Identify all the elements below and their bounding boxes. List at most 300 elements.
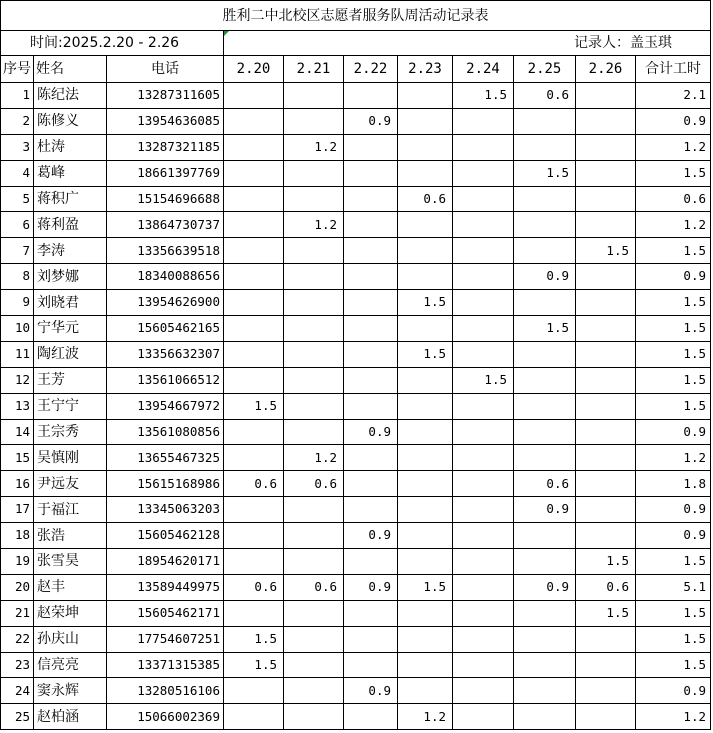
- row-hours-cell[interactable]: [344, 600, 398, 626]
- row-hours-cell[interactable]: [224, 238, 284, 264]
- row-index-cell[interactable]: 8: [1, 264, 34, 290]
- row-hours-cell[interactable]: [284, 626, 344, 652]
- row-phone-cell[interactable]: 18340088656: [107, 264, 224, 290]
- row-hours-cell[interactable]: 1.5: [576, 600, 636, 626]
- row-index-cell[interactable]: 25: [1, 704, 34, 730]
- row-hours-cell[interactable]: [224, 419, 284, 445]
- row-hours-cell[interactable]: [224, 523, 284, 549]
- row-hours-cell[interactable]: [398, 108, 453, 134]
- row-name-cell[interactable]: 陈修义: [34, 108, 107, 134]
- recorder-cell[interactable]: [224, 31, 711, 56]
- row-hours-cell[interactable]: [284, 678, 344, 704]
- row-hours-cell[interactable]: [224, 108, 284, 134]
- row-hours-cell[interactable]: 0.9: [514, 497, 576, 523]
- row-hours-cell[interactable]: [453, 549, 514, 575]
- row-index-cell[interactable]: 20: [1, 574, 34, 600]
- row-hours-cell[interactable]: [224, 600, 284, 626]
- row-total-cell[interactable]: 0.9: [636, 678, 711, 704]
- row-hours-cell[interactable]: [514, 108, 576, 134]
- row-hours-cell[interactable]: 0.9: [514, 264, 576, 290]
- row-total-cell[interactable]: 1.2: [636, 445, 711, 471]
- row-hours-cell[interactable]: [344, 445, 398, 471]
- row-hours-cell[interactable]: [398, 600, 453, 626]
- row-hours-cell[interactable]: [453, 419, 514, 445]
- header-date[interactable]: 2.26: [576, 56, 636, 83]
- row-hours-cell[interactable]: 0.6: [514, 83, 576, 109]
- row-hours-cell[interactable]: [514, 678, 576, 704]
- row-name-cell[interactable]: 王宗秀: [34, 419, 107, 445]
- row-hours-cell[interactable]: [576, 652, 636, 678]
- row-hours-cell[interactable]: [284, 290, 344, 316]
- table-row: [1, 341, 711, 367]
- row-hours-cell[interactable]: [576, 497, 636, 523]
- row-hours-cell[interactable]: [284, 83, 344, 109]
- row-hours-cell[interactable]: [344, 367, 398, 393]
- row-total-cell[interactable]: 1.5: [636, 600, 711, 626]
- row-hours-cell[interactable]: [453, 445, 514, 471]
- row-name-cell[interactable]: 窦永辉: [34, 678, 107, 704]
- row-total-cell[interactable]: 0.9: [636, 264, 711, 290]
- row-phone-cell[interactable]: 13280516106: [107, 678, 224, 704]
- row-hours-cell[interactable]: [344, 264, 398, 290]
- row-index-cell[interactable]: 14: [1, 419, 34, 445]
- row-name-cell[interactable]: 吴慎刚: [34, 445, 107, 471]
- row-hours-cell[interactable]: 0.6: [284, 574, 344, 600]
- row-hours-cell[interactable]: 1.5: [453, 83, 514, 109]
- row-total-cell[interactable]: 1.5: [636, 290, 711, 316]
- row-hours-cell[interactable]: [344, 290, 398, 316]
- row-hours-cell[interactable]: 0.9: [344, 419, 398, 445]
- row-index-cell[interactable]: 4: [1, 160, 34, 186]
- row-hours-cell[interactable]: [514, 238, 576, 264]
- row-index-cell[interactable]: 18: [1, 523, 34, 549]
- row-hours-cell[interactable]: [224, 341, 284, 367]
- row-hours-cell[interactable]: [398, 238, 453, 264]
- row-hours-cell[interactable]: [224, 83, 284, 109]
- row-hours-cell[interactable]: 1.5: [576, 238, 636, 264]
- row-hours-cell[interactable]: [453, 108, 514, 134]
- row-hours-cell[interactable]: [453, 212, 514, 238]
- row-total-cell[interactable]: 5.1: [636, 574, 711, 600]
- row-hours-cell[interactable]: [453, 574, 514, 600]
- row-total-cell[interactable]: 1.5: [636, 238, 711, 264]
- row-total-cell[interactable]: 0.6: [636, 186, 711, 212]
- row-hours-cell[interactable]: [224, 212, 284, 238]
- row-hours-cell[interactable]: [398, 212, 453, 238]
- row-hours-cell[interactable]: 1.5: [224, 626, 284, 652]
- row-total-cell[interactable]: 1.5: [636, 160, 711, 186]
- row-hours-cell[interactable]: [284, 186, 344, 212]
- row-index-cell[interactable]: 9: [1, 290, 34, 316]
- row-hours-cell[interactable]: [514, 600, 576, 626]
- row-index-cell[interactable]: 15: [1, 445, 34, 471]
- row-phone-cell[interactable]: 13356639518: [107, 238, 224, 264]
- row-index-cell[interactable]: 22: [1, 626, 34, 652]
- header-row: [1, 56, 711, 83]
- row-hours-cell[interactable]: [398, 626, 453, 652]
- row-phone-cell[interactable]: 13356632307: [107, 341, 224, 367]
- table-row: [1, 367, 711, 393]
- row-index-cell[interactable]: 12: [1, 367, 34, 393]
- row-hours-cell[interactable]: [453, 471, 514, 497]
- row-hours-cell[interactable]: 1.2: [284, 212, 344, 238]
- header-phone[interactable]: 电话: [107, 56, 224, 83]
- row-hours-cell[interactable]: [224, 290, 284, 316]
- row-total-cell[interactable]: 0.9: [636, 497, 711, 523]
- row-hours-cell[interactable]: [576, 704, 636, 730]
- row-hours-cell[interactable]: [453, 393, 514, 419]
- row-hours-cell[interactable]: [398, 367, 453, 393]
- header-index[interactable]: 序号: [1, 56, 34, 83]
- row-hours-cell[interactable]: [344, 471, 398, 497]
- row-hours-cell[interactable]: [514, 134, 576, 160]
- row-index-cell[interactable]: 13: [1, 393, 34, 419]
- row-hours-cell[interactable]: [576, 212, 636, 238]
- header-date[interactable]: 2.20: [224, 56, 284, 83]
- row-hours-cell[interactable]: 0.9: [344, 678, 398, 704]
- row-name-cell[interactable]: 尹远友: [34, 471, 107, 497]
- table-row: [1, 108, 711, 134]
- row-hours-cell[interactable]: [453, 186, 514, 212]
- row-phone-cell[interactable]: 18954620171: [107, 549, 224, 575]
- row-hours-cell[interactable]: [453, 341, 514, 367]
- row-hours-cell[interactable]: [453, 652, 514, 678]
- table-row: [1, 419, 711, 445]
- row-hours-cell[interactable]: 1.2: [398, 704, 453, 730]
- row-hours-cell[interactable]: 1.5: [514, 160, 576, 186]
- row-hours-cell[interactable]: 0.9: [344, 574, 398, 600]
- row-hours-cell[interactable]: [514, 367, 576, 393]
- row-hours-cell[interactable]: [284, 549, 344, 575]
- row-hours-cell[interactable]: [514, 523, 576, 549]
- row-name-cell[interactable]: 赵丰: [34, 574, 107, 600]
- row-hours-cell[interactable]: [453, 264, 514, 290]
- row-name-cell[interactable]: 陈纪法: [34, 83, 107, 109]
- row-hours-cell[interactable]: [284, 238, 344, 264]
- header-date[interactable]: 2.24: [453, 56, 514, 83]
- row-total-cell[interactable]: 1.2: [636, 212, 711, 238]
- row-name-cell[interactable]: 蒋利盈: [34, 212, 107, 238]
- row-phone-cell[interactable]: 13864730737: [107, 212, 224, 238]
- row-hours-cell[interactable]: [344, 186, 398, 212]
- row-hours-cell[interactable]: [453, 497, 514, 523]
- row-phone-cell[interactable]: 15605462128: [107, 523, 224, 549]
- row-total-cell[interactable]: 0.9: [636, 419, 711, 445]
- row-index-cell[interactable]: 24: [1, 678, 34, 704]
- row-hours-cell[interactable]: [224, 316, 284, 342]
- row-hours-cell[interactable]: [453, 600, 514, 626]
- row-hours-cell[interactable]: [514, 290, 576, 316]
- row-hours-cell[interactable]: [398, 264, 453, 290]
- row-hours-cell[interactable]: [224, 445, 284, 471]
- row-hours-cell[interactable]: [224, 186, 284, 212]
- row-hours-cell[interactable]: [344, 238, 398, 264]
- row-hours-cell[interactable]: [398, 523, 453, 549]
- row-hours-cell[interactable]: [284, 704, 344, 730]
- row-hours-cell[interactable]: [344, 134, 398, 160]
- row-hours-cell[interactable]: [514, 626, 576, 652]
- row-index-cell[interactable]: 3: [1, 134, 34, 160]
- row-hours-cell[interactable]: [514, 549, 576, 575]
- row-hours-cell[interactable]: [453, 678, 514, 704]
- row-name-cell[interactable]: 葛峰: [34, 160, 107, 186]
- row-hours-cell[interactable]: [224, 160, 284, 186]
- row-hours-cell[interactable]: [453, 704, 514, 730]
- row-hours-cell[interactable]: [284, 393, 344, 419]
- row-name-cell[interactable]: 张浩: [34, 523, 107, 549]
- row-hours-cell[interactable]: [224, 134, 284, 160]
- row-hours-cell[interactable]: [344, 704, 398, 730]
- row-hours-cell[interactable]: [576, 134, 636, 160]
- row-name-cell[interactable]: 李涛: [34, 238, 107, 264]
- row-hours-cell[interactable]: [576, 290, 636, 316]
- header-date[interactable]: 2.22: [344, 56, 398, 83]
- row-hours-cell[interactable]: 0.9: [514, 574, 576, 600]
- row-hours-cell[interactable]: [224, 497, 284, 523]
- row-hours-cell[interactable]: [224, 678, 284, 704]
- row-hours-cell[interactable]: 0.9: [344, 523, 398, 549]
- row-phone-cell[interactable]: 13561080856: [107, 419, 224, 445]
- row-phone-cell[interactable]: 13561066512: [107, 367, 224, 393]
- header-total[interactable]: 合计工时: [636, 56, 711, 83]
- row-hours-cell[interactable]: 0.6: [224, 471, 284, 497]
- row-hours-cell[interactable]: [284, 160, 344, 186]
- row-hours-cell[interactable]: [576, 316, 636, 342]
- row-phone-cell[interactable]: 13371315385: [107, 652, 224, 678]
- row-index-cell[interactable]: 17: [1, 497, 34, 523]
- row-hours-cell[interactable]: 1.5: [398, 341, 453, 367]
- row-hours-cell[interactable]: [344, 316, 398, 342]
- row-hours-cell[interactable]: [344, 341, 398, 367]
- row-hours-cell[interactable]: [284, 652, 344, 678]
- row-hours-cell[interactable]: [576, 626, 636, 652]
- row-hours-cell[interactable]: [284, 341, 344, 367]
- row-hours-cell[interactable]: 1.5: [398, 290, 453, 316]
- row-index-cell[interactable]: 23: [1, 652, 34, 678]
- row-index-cell[interactable]: 21: [1, 600, 34, 626]
- row-hours-cell[interactable]: [284, 367, 344, 393]
- row-hours-cell[interactable]: [514, 652, 576, 678]
- row-hours-cell[interactable]: [398, 652, 453, 678]
- row-hours-cell[interactable]: [398, 497, 453, 523]
- row-phone-cell[interactable]: 15615168986: [107, 471, 224, 497]
- row-name-cell[interactable]: 刘梦娜: [34, 264, 107, 290]
- row-index-cell[interactable]: 16: [1, 471, 34, 497]
- row-hours-cell[interactable]: [576, 341, 636, 367]
- row-hours-cell[interactable]: 1.5: [224, 393, 284, 419]
- row-total-cell[interactable]: 1.8: [636, 471, 711, 497]
- row-index-cell[interactable]: 19: [1, 549, 34, 575]
- row-name-cell[interactable]: 陶红波: [34, 341, 107, 367]
- row-index-cell[interactable]: 6: [1, 212, 34, 238]
- row-hours-cell[interactable]: [576, 83, 636, 109]
- row-phone-cell[interactable]: 13287311605: [107, 83, 224, 109]
- row-hours-cell[interactable]: [398, 134, 453, 160]
- row-hours-cell[interactable]: [284, 600, 344, 626]
- table-row: [1, 393, 711, 419]
- header-date[interactable]: 2.23: [398, 56, 453, 83]
- row-hours-cell[interactable]: 0.6: [514, 471, 576, 497]
- row-hours-cell[interactable]: [344, 212, 398, 238]
- row-phone-cell[interactable]: 15605462171: [107, 600, 224, 626]
- row-name-cell[interactable]: 信亮亮: [34, 652, 107, 678]
- row-hours-cell[interactable]: [576, 160, 636, 186]
- row-name-cell[interactable]: 王芳: [34, 367, 107, 393]
- row-name-cell[interactable]: 王宁宁: [34, 393, 107, 419]
- row-total-cell[interactable]: 1.5: [636, 652, 711, 678]
- row-total-cell[interactable]: 1.5: [636, 549, 711, 575]
- row-hours-cell[interactable]: [284, 316, 344, 342]
- row-total-cell[interactable]: 1.5: [636, 316, 711, 342]
- row-name-cell[interactable]: 赵荣坤: [34, 600, 107, 626]
- row-hours-cell[interactable]: [344, 83, 398, 109]
- row-hours-cell[interactable]: [398, 471, 453, 497]
- row-name-cell[interactable]: 张雪昊: [34, 549, 107, 575]
- row-hours-cell[interactable]: [453, 316, 514, 342]
- row-phone-cell[interactable]: 15066002369: [107, 704, 224, 730]
- row-total-cell[interactable]: 1.5: [636, 341, 711, 367]
- row-phone-cell[interactable]: 13954636085: [107, 108, 224, 134]
- row-hours-cell[interactable]: [344, 160, 398, 186]
- row-total-cell[interactable]: 1.5: [636, 626, 711, 652]
- row-index-cell[interactable]: 2: [1, 108, 34, 134]
- row-hours-cell[interactable]: [284, 108, 344, 134]
- row-hours-cell[interactable]: [576, 393, 636, 419]
- row-hours-cell[interactable]: [398, 83, 453, 109]
- row-total-cell[interactable]: 1.5: [636, 393, 711, 419]
- row-phone-cell[interactable]: 13954667972: [107, 393, 224, 419]
- row-phone-cell[interactable]: 18661397769: [107, 160, 224, 186]
- row-hours-cell[interactable]: [224, 549, 284, 575]
- row-hours-cell[interactable]: [398, 160, 453, 186]
- row-total-cell[interactable]: 1.5: [636, 367, 711, 393]
- row-hours-cell[interactable]: 0.6: [284, 471, 344, 497]
- row-name-cell[interactable]: 孙庆山: [34, 626, 107, 652]
- row-total-cell[interactable]: 0.9: [636, 523, 711, 549]
- row-hours-cell[interactable]: [398, 419, 453, 445]
- row-hours-cell[interactable]: [576, 108, 636, 134]
- row-hours-cell[interactable]: [224, 264, 284, 290]
- row-hours-cell[interactable]: [284, 264, 344, 290]
- row-hours-cell[interactable]: [514, 704, 576, 730]
- row-hours-cell[interactable]: [398, 549, 453, 575]
- row-hours-cell[interactable]: [453, 523, 514, 549]
- table-row: [1, 238, 711, 264]
- row-hours-cell[interactable]: [344, 652, 398, 678]
- row-hours-cell[interactable]: [576, 523, 636, 549]
- row-name-cell[interactable]: 刘晓君: [34, 290, 107, 316]
- row-index-cell[interactable]: 11: [1, 341, 34, 367]
- row-hours-cell[interactable]: 1.5: [576, 549, 636, 575]
- row-hours-cell[interactable]: [576, 264, 636, 290]
- row-hours-cell[interactable]: 0.6: [398, 186, 453, 212]
- table-row: [1, 626, 711, 652]
- row-hours-cell[interactable]: [398, 445, 453, 471]
- row-index-cell[interactable]: 5: [1, 186, 34, 212]
- row-hours-cell[interactable]: 1.2: [284, 445, 344, 471]
- header-name[interactable]: 姓名: [34, 56, 107, 83]
- row-hours-cell[interactable]: [398, 316, 453, 342]
- row-phone-cell[interactable]: 15154696688: [107, 186, 224, 212]
- row-hours-cell[interactable]: [453, 626, 514, 652]
- row-phone-cell[interactable]: 13655467325: [107, 445, 224, 471]
- row-hours-cell[interactable]: [398, 678, 453, 704]
- row-hours-cell[interactable]: [284, 497, 344, 523]
- row-hours-cell[interactable]: [398, 393, 453, 419]
- row-name-cell[interactable]: 于福江: [34, 497, 107, 523]
- row-hours-cell[interactable]: [514, 419, 576, 445]
- row-total-cell[interactable]: 2.1: [636, 83, 711, 109]
- row-hours-cell[interactable]: [576, 419, 636, 445]
- row-hours-cell[interactable]: [344, 626, 398, 652]
- row-total-cell[interactable]: 1.2: [636, 134, 711, 160]
- row-phone-cell[interactable]: 13589449975: [107, 574, 224, 600]
- row-hours-cell[interactable]: [453, 160, 514, 186]
- row-hours-cell[interactable]: [453, 290, 514, 316]
- row-phone-cell[interactable]: 13345063203: [107, 497, 224, 523]
- row-hours-cell[interactable]: [576, 678, 636, 704]
- row-hours-cell[interactable]: [576, 367, 636, 393]
- row-hours-cell[interactable]: 1.5: [514, 316, 576, 342]
- row-hours-cell[interactable]: [576, 445, 636, 471]
- row-hours-cell[interactable]: 0.6: [576, 574, 636, 600]
- row-hours-cell[interactable]: 1.5: [453, 367, 514, 393]
- table-row: [1, 83, 711, 109]
- row-hours-cell[interactable]: [344, 549, 398, 575]
- header-date[interactable]: 2.21: [284, 56, 344, 83]
- row-hours-cell[interactable]: [576, 186, 636, 212]
- row-total-cell[interactable]: 1.2: [636, 704, 711, 730]
- row-phone-cell[interactable]: 17754607251: [107, 626, 224, 652]
- row-hours-cell[interactable]: [514, 212, 576, 238]
- row-phone-cell[interactable]: 15605462165: [107, 316, 224, 342]
- row-hours-cell[interactable]: [514, 393, 576, 419]
- row-hours-cell[interactable]: [514, 341, 576, 367]
- row-hours-cell[interactable]: 1.5: [224, 652, 284, 678]
- row-hours-cell[interactable]: [576, 471, 636, 497]
- row-hours-cell[interactable]: [344, 393, 398, 419]
- row-hours-cell[interactable]: 0.6: [224, 574, 284, 600]
- row-hours-cell[interactable]: [453, 134, 514, 160]
- row-hours-cell[interactable]: 1.5: [398, 574, 453, 600]
- row-hours-cell[interactable]: [284, 523, 344, 549]
- row-total-cell[interactable]: 0.9: [636, 108, 711, 134]
- row-hours-cell[interactable]: [284, 419, 344, 445]
- row-name-cell[interactable]: 赵柏涵: [34, 704, 107, 730]
- sheet-title[interactable]: 胜利二中北校区志愿者服务队周活动记录表: [1, 1, 711, 31]
- row-hours-cell[interactable]: [514, 186, 576, 212]
- row-index-cell[interactable]: 10: [1, 316, 34, 342]
- row-hours-cell[interactable]: 1.2: [284, 134, 344, 160]
- table-row: [1, 264, 711, 290]
- row-name-cell[interactable]: 宁华元: [34, 316, 107, 342]
- row-hours-cell[interactable]: [344, 497, 398, 523]
- row-index-cell[interactable]: 1: [1, 83, 34, 109]
- row-hours-cell[interactable]: 0.9: [344, 108, 398, 134]
- row-hours-cell[interactable]: [514, 445, 576, 471]
- row-phone-cell[interactable]: 13954626900: [107, 290, 224, 316]
- row-phone-cell[interactable]: 13287321185: [107, 134, 224, 160]
- row-index-cell[interactable]: 7: [1, 238, 34, 264]
- header-date[interactable]: 2.25: [514, 56, 576, 83]
- row-hours-cell[interactable]: [224, 367, 284, 393]
- row-hours-cell[interactable]: [453, 238, 514, 264]
- table-row: [1, 678, 711, 704]
- row-hours-cell[interactable]: [224, 704, 284, 730]
- row-name-cell[interactable]: 杜涛: [34, 134, 107, 160]
- period-cell[interactable]: 时间:2025.2.20 - 2.26: [1, 31, 224, 56]
- row-name-cell[interactable]: 蒋积广: [34, 186, 107, 212]
